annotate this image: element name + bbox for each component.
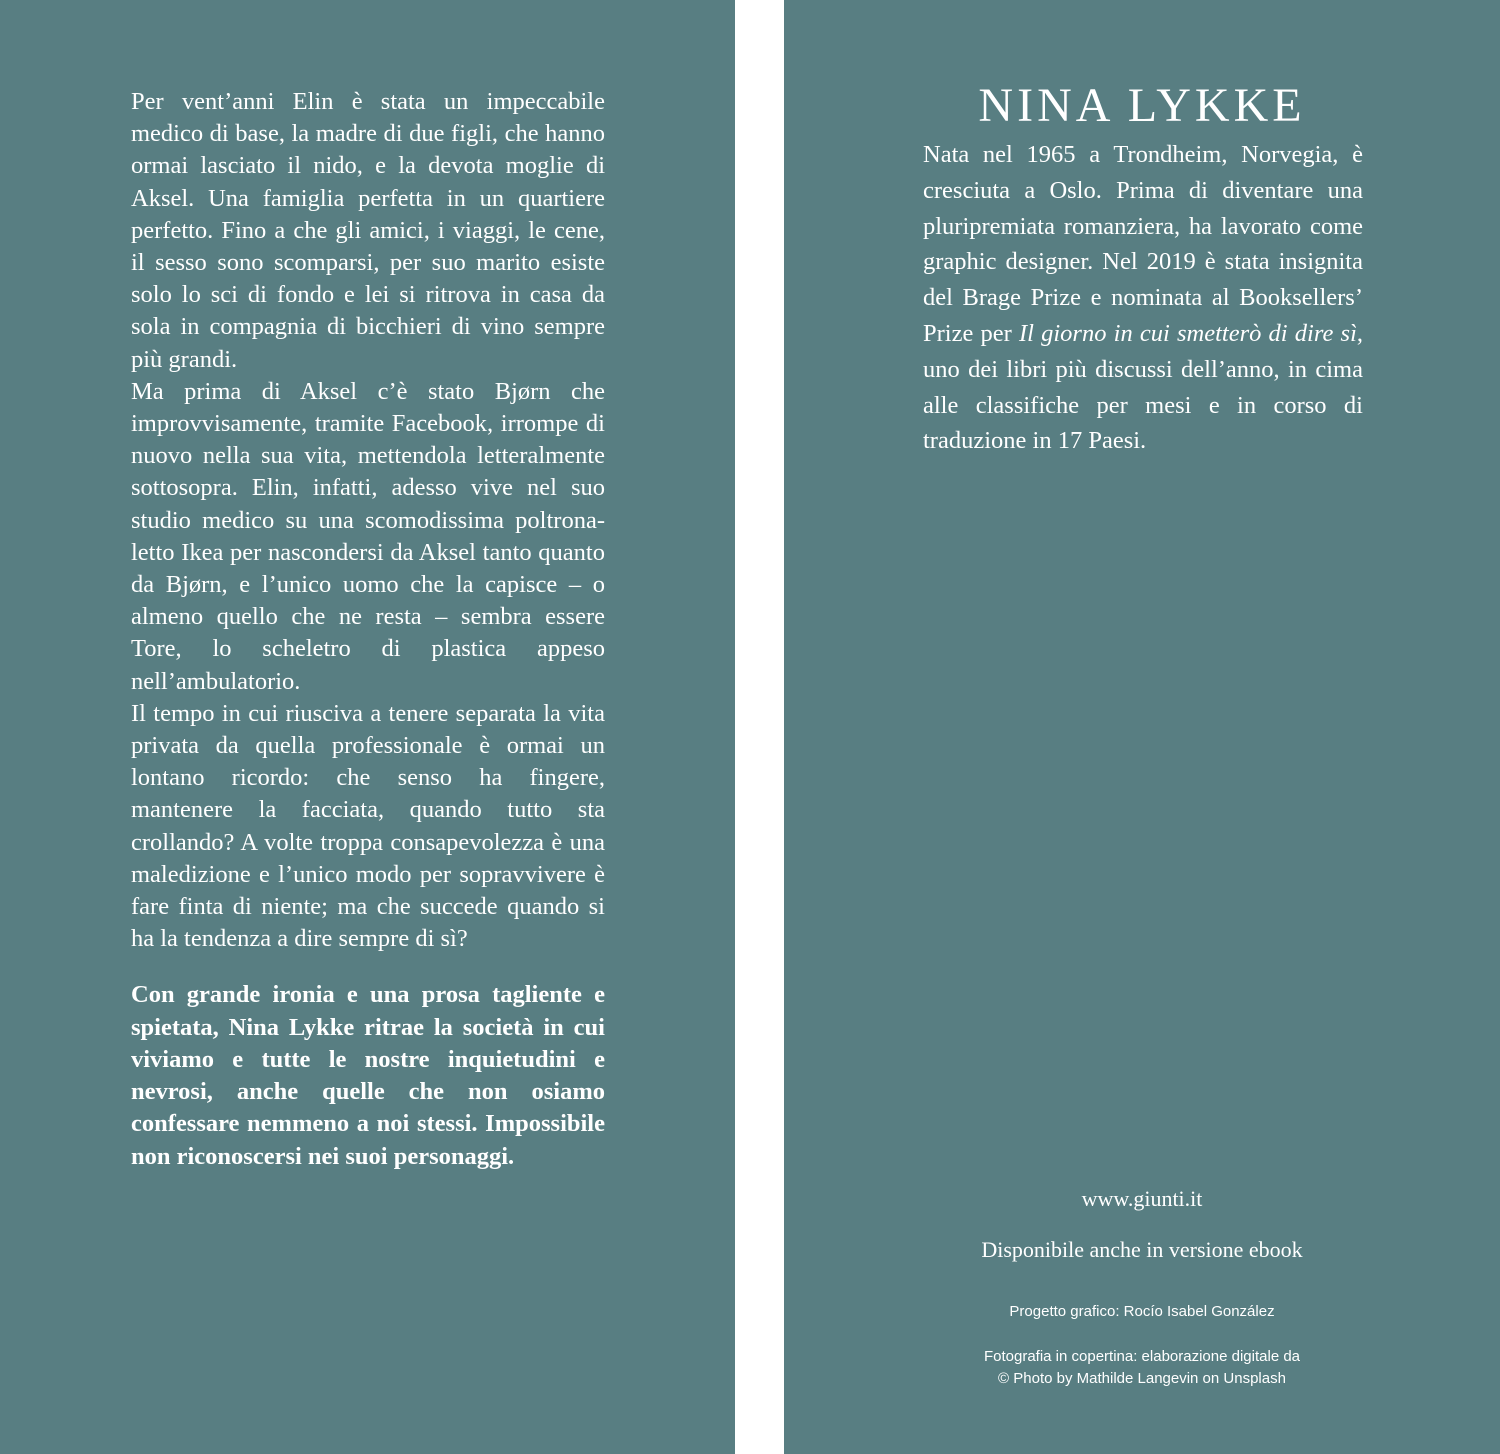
website-link[interactable]: www.giunti.it [1081,1186,1203,1211]
design-credit: Progetto grafico: Rocío Isabel González [1009,1303,1275,1320]
author-bio [923,137,1363,459]
book-title: Il giorno in cui smetterò di dire sì [1018,319,1357,347]
author-bio-text: , uno dei libri più discussi dell’anno, in cima alle classifiche per mesi e in corso di traduzione in 17 Paesi. [923,319,1363,455]
photo-credit [784,1346,1500,1389]
synopsis-block [131,86,605,1173]
photo-credit-line: Fotografia in copertina: elaborazione digitale da [983,1348,1301,1365]
closing-blurb: Con grande ironia e una prosa tagliente e spietata, Nina Lykke ritrae la società in cui viviamo e tutte le nostre inquietudini e nevrosi, anche quelle che non osiamo confessare nemmeno a noi stessi. Impossibile non riconoscersi nei suoi personaggi. [131,981,605,1170]
synopsis-paragraph: Ma prima di Aksel c’è stato Bjørn che improvvisamente, tramite Facebook, irrompe di nuovo nella sua vita, mettendola letteralmente sottosopra. Elin, infatti, adesso vive nel suo studio medico su una scomodissima poltrona-letto Ikea per nascondersi da Aksel tanto quanto da Bjørn, e l’unico uomo che la capisce – o almeno quello che ne resta – sembra essere Tore, lo scheletro di plastica appeso nell’ambulatorio. [131,377,605,695]
flap-footer [784,1184,1500,1389]
photo-credit-line: © Photo by Mathilde Langevin on Unsplash [998,1369,1286,1387]
synopsis-paragraph: Il tempo in cui riusciva a tenere separata la vita privata da quella professionale è ormai un lontano ricordo: che senso ha fingere, mantenere la facciata, quando tutto sta crollando? A volte troppa consapevolezza è una maledizione e l’unico modo per sopravvivere è fare finta di niente; ma che succede quando si ha la tendenza a dire sempre di sì? [131,699,605,953]
author-bio-text: Nata nel 1965 a Trondheim, Norvegia, è cresciuta a Oslo. Prima di diventare una pluripremiata romanziera, ha lavorato come graphic designer. Nel 2019 è stata insignita del Brage Prize e nominata al Booksellers’ Prize per [923,141,1363,347]
synopsis-paragraph: Per vent’anni Elin è stata un impeccabile medico di base, la madre di due figli, che hanno ormai lasciato il nido, e la devota moglie di Aksel. Una famiglia perfetta in un quartiere perfetto. Fino a che gli amici, i viaggi, le cene, il sesso sono scomparsi, per suo marito esiste solo lo sci di fondo e lei si ritrova in casa da sola in compagnia di bicchieri di vino sempre più grandi. [131,88,605,373]
ebook-note: Disponibile anche in versione ebook [981,1237,1303,1262]
author-name: NINA LYKKE [978,79,1306,132]
